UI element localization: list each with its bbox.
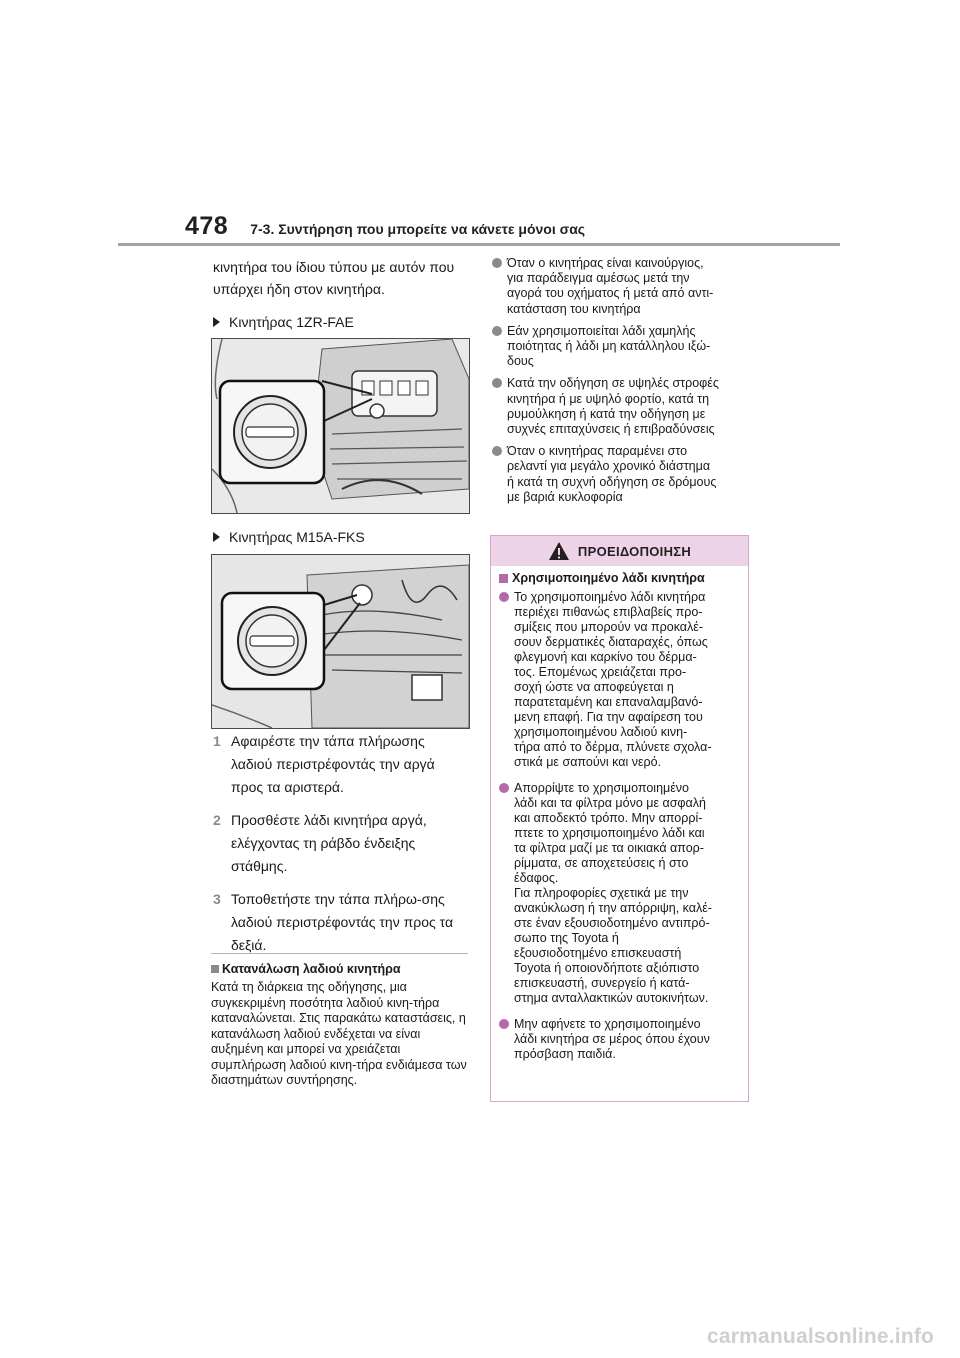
oil-consumption-heading (211, 962, 468, 976)
oil-consumption-section (211, 962, 468, 1089)
warning-triangle-icon (548, 541, 570, 561)
header-rule (118, 243, 840, 246)
watermark: carmanualsonline.info (707, 1325, 935, 1348)
warning-item (499, 590, 741, 770)
warning-subheading-text: Χρησιμοποιημένο λάδι κινητήρα (512, 571, 705, 585)
list-item (492, 256, 754, 317)
arrow-right-icon (213, 532, 220, 542)
bullet-dot-icon (492, 326, 502, 336)
step-text: Τοποθετήστε την τάπα πλήρω-σης λαδιού περιστρέφοντάς την προς τα δεξιά. (231, 891, 454, 953)
bullet-dot-icon (492, 446, 502, 456)
warning-item-text: Μην αφήνετε το χρησιμοποιημένο λάδι κινητήρα σε μέρος όπου έχουν πρόσβαση παιδιά. (514, 1017, 710, 1061)
bullet-dot-icon (499, 592, 509, 602)
list-item-text: Κατά την οδήγηση σε υψηλές στροφές κινητήρα ή με υψηλό φορτίο, κατά τη ρυμούλκηση ή κατά την οδήγηση με συχνές επιταχύνσεις ή επιβραδύνσεις (507, 376, 719, 437)
intro-text: κινητήρα του ίδιου τύπου με αυτόν που υπάρχει ήδη στον κινητήρα. (213, 259, 455, 297)
step-item (213, 888, 468, 957)
list-item (492, 324, 754, 370)
engine2-photo (211, 554, 470, 729)
warning-box (490, 535, 749, 1102)
list-item (492, 444, 754, 505)
steps-list (213, 730, 468, 967)
bullet-dot-icon (499, 783, 509, 793)
square-bullet-icon (211, 965, 219, 973)
warning-header (491, 536, 748, 566)
warning-title: ΠΡΟΕΙΔΟΠΟΙΗΣΗ (577, 543, 692, 559)
warning-item-text: Το χρησιμοποιημένο λάδι κινητήρα περιέχει πιθανώς επιβλαβείς προ- σμίξεις που μπορούν να προκαλέ- σουν δερματικές διαταραχές, όπως φλεγμονή και καρκίνο του δέρμα- τος. Επομένως χρειάζεται προ- σοχή ώστε να αποφεύγεται η παρατεταμένη και επαναλαμβανό- μενη επαφή. Για την αφαίρεση του χρησιμοποιημένου λαδιού κινη- τήρα από το δέρμα, πλύνετε σχολα- στικά με σαπούνι και νερό. (514, 590, 712, 769)
step-number: 2 (213, 812, 221, 828)
list-item-text: Όταν ο κινητήρας παραμένει στο ρελαντί για μεγάλο χρονικό διάστημα ή κατά τη συχνή οδήγηση σε δρόμους με βαριά κυκλοφορία (507, 444, 717, 504)
arrow-right-icon (213, 317, 220, 327)
list-item-text: Όταν ο κινητήρας είναι καινούργιος, για παράδειγμα αμέσως μετά την αγορά του οχήματος ή μετά από αντι- κατάσταση του κινητήρα (507, 256, 714, 316)
engine1-label-text: Κινητήρας 1ZR-FAE (229, 314, 354, 330)
section-title: 7-3. Συντήρηση που μπορείτε να κάνετε μόνοι σας (250, 221, 586, 237)
left-column (213, 256, 468, 330)
engine2-label-text: Κινητήρας M15A-FKS (229, 529, 365, 545)
step-number: 3 (213, 891, 221, 907)
bullet-dot-icon (499, 1019, 509, 1029)
warning-item (499, 781, 741, 1006)
page-header (185, 212, 585, 241)
bullet-dot-icon (492, 378, 502, 388)
step-item (213, 809, 468, 878)
warning-body (491, 566, 748, 1062)
list-item (492, 376, 754, 437)
engine2-label (213, 529, 365, 545)
bullet-dot-icon (492, 258, 502, 268)
warning-item (499, 1017, 741, 1062)
step-number: 1 (213, 733, 221, 749)
step-text: Αφαιρέστε την τάπα πλήρωσης λαδιού περιστρέφοντάς την αργά προς τα αριστερά. (231, 733, 435, 795)
section-divider (211, 953, 468, 954)
right-column (492, 256, 754, 512)
warning-subheading (499, 571, 741, 585)
engine1-photo (211, 338, 470, 514)
list-item-text: Εάν χρησιμοποιείται λάδι χαμηλής ποιότητας ή λάδι μη κατάλληλου ιξώ- δους (507, 323, 711, 369)
warning-item-text: Απορρίψτε το χρησιμοποιημένο λάδι και τα φίλτρα μόνο με ασφαλή και αποδεκτό τρόπο. Μην απορρί- πτετε το χρησιμοποιημένο λάδι και τα φίλτρα μαζί με τα οικιακά απορ- ρίμματα, σε αποχετεύσεις ή στο έδαφος. Για πληροφορίες σχετικά με την ανακύκλωση ή την απόρριψη, καλέ- στε έναν εξουσιοδοτημένο αντιπρό- σωπο της Toyota ή εξουσιοδοτημένο επισκευαστή Toyota ή οποιονδήποτε αξιόπιστο επισκευαστή, συνεργείο ή κατά- στημα ανταλλακτικών αυτοκινήτων. (514, 781, 712, 1005)
oil-consumption-text: Κατά τη διάρκεια της οδήγησης, μια συγκεκριμένη ποσότητα λαδιού κινη-τήρα καταναλώνεται. Στις παρακάτω καταστάσεις, η κατανάλωση λαδιού ενδέχεται να είναι αυξημένη και μπορεί να χρειάζεται συμπλήρωση λαδιού κινη-τήρα ενδιάμεσα των διαστημάτων συντήρησης. (211, 980, 467, 1087)
page-number: 478 (185, 212, 229, 240)
step-text: Προσθέστε λάδι κινητήρα αργά, ελέγχοντας τη ράβδο ένδειξης στάθμης. (231, 812, 427, 874)
square-bullet-icon (499, 574, 508, 583)
engine1-label (213, 314, 468, 330)
oil-consumption-heading-text: Κατανάλωση λαδιού κινητήρα (222, 962, 401, 976)
step-item (213, 730, 468, 799)
